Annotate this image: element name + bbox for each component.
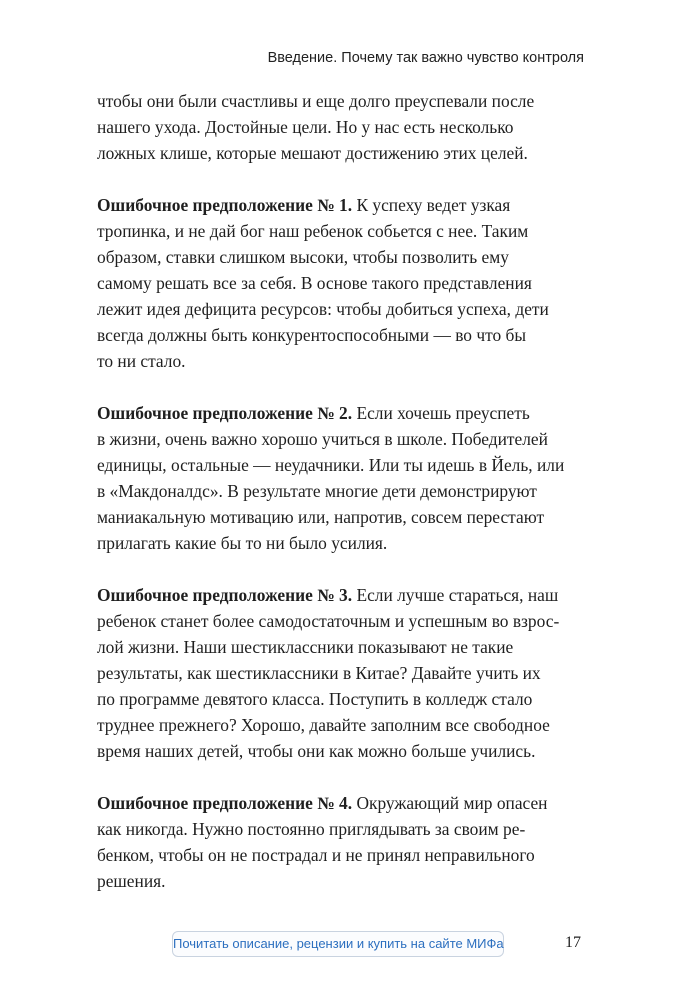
text-line: результаты, как шестиклассники в Китае? Давайте учить их (97, 663, 541, 683)
text-line: нашего ухода. Достойные цели. Но у нас есть несколько (97, 117, 514, 137)
text-line (97, 400, 583, 426)
text-line: в «Макдоналдс». В результате многие дети демонстрируют (97, 481, 537, 501)
text-fragment: Если лучше стараться, наш (352, 585, 559, 605)
body-text (97, 88, 583, 920)
text-line: самому решать все за себя. В основе такого представления (97, 273, 532, 293)
paragraph-intro (97, 88, 583, 166)
store-link-button[interactable]: Почитать описание, рецензии и купить на сайте МИФа (172, 931, 504, 957)
text-line: лежит идея дефицита ресурсов: чтобы добиться успеха, дети (97, 299, 549, 319)
paragraph-assumption-3 (97, 582, 583, 764)
text-line: ребенок станет более самодостаточным и успешным во взрос- (97, 611, 560, 631)
text-line: прилагать какие бы то ни было усилия. (97, 533, 388, 553)
paragraph-assumption-4 (97, 790, 583, 894)
text-line: решения. (97, 871, 166, 891)
text-fragment: К успеху ведет узкая (352, 195, 511, 215)
text-line: труднее прежнего? Хорошо, давайте заполним все свободное (97, 715, 550, 735)
paragraph-assumption-2 (97, 400, 583, 556)
assumption-heading: Ошибочное предположение № 2. (97, 403, 353, 423)
text-line: бенком, чтобы он не пострадал и не принял неправильного (97, 845, 535, 865)
text-line: тропинка, и не дай бог наш ребенок собьется с нее. Таким (97, 221, 529, 241)
text-line: как никогда. Нужно постоянно приглядывать за своим ре- (97, 819, 526, 839)
text-line: время наших детей, чтобы они как можно больше учились. (97, 741, 536, 761)
page-number: 17 (565, 934, 581, 951)
text-line: чтобы они были счастливы и еще долго преуспевали после (97, 91, 535, 111)
text-line: образом, ставки слишком высоки, чтобы позволить ему (97, 247, 509, 267)
text-line: маниакальную мотивацию или, напротив, совсем перестают (97, 507, 545, 527)
text-line: по программе девятого класса. Поступить в колледж стало (97, 689, 533, 709)
text-fragment: Если хочешь преуспеть (352, 403, 530, 423)
text-line: то ни стало. (97, 351, 186, 371)
text-line: в жизни, очень важно хорошо учиться в школе. Победителей (97, 429, 548, 449)
text-fragment: Окружающий мир опасен (352, 793, 548, 813)
text-line: лой жизни. Наши шестиклассники показывают не такие (97, 637, 514, 657)
running-header: Введение. Почему так важно чувство контроля (267, 50, 584, 66)
text-line (97, 582, 583, 608)
text-line: всегда должны быть конкурентоспособными — во что бы (97, 325, 527, 345)
assumption-heading: Ошибочное предположение № 3. (97, 585, 353, 605)
assumption-heading: Ошибочное предположение № 1. (97, 195, 353, 215)
text-line: ложных клише, которые мешают достижению этих целей. (97, 143, 528, 163)
paragraph-assumption-1 (97, 192, 583, 374)
text-line (97, 790, 583, 816)
assumption-heading: Ошибочное предположение № 4. (97, 793, 353, 813)
text-line (97, 192, 583, 218)
text-line: единицы, остальные — неудачники. Или ты идешь в Йель, или (97, 455, 565, 475)
